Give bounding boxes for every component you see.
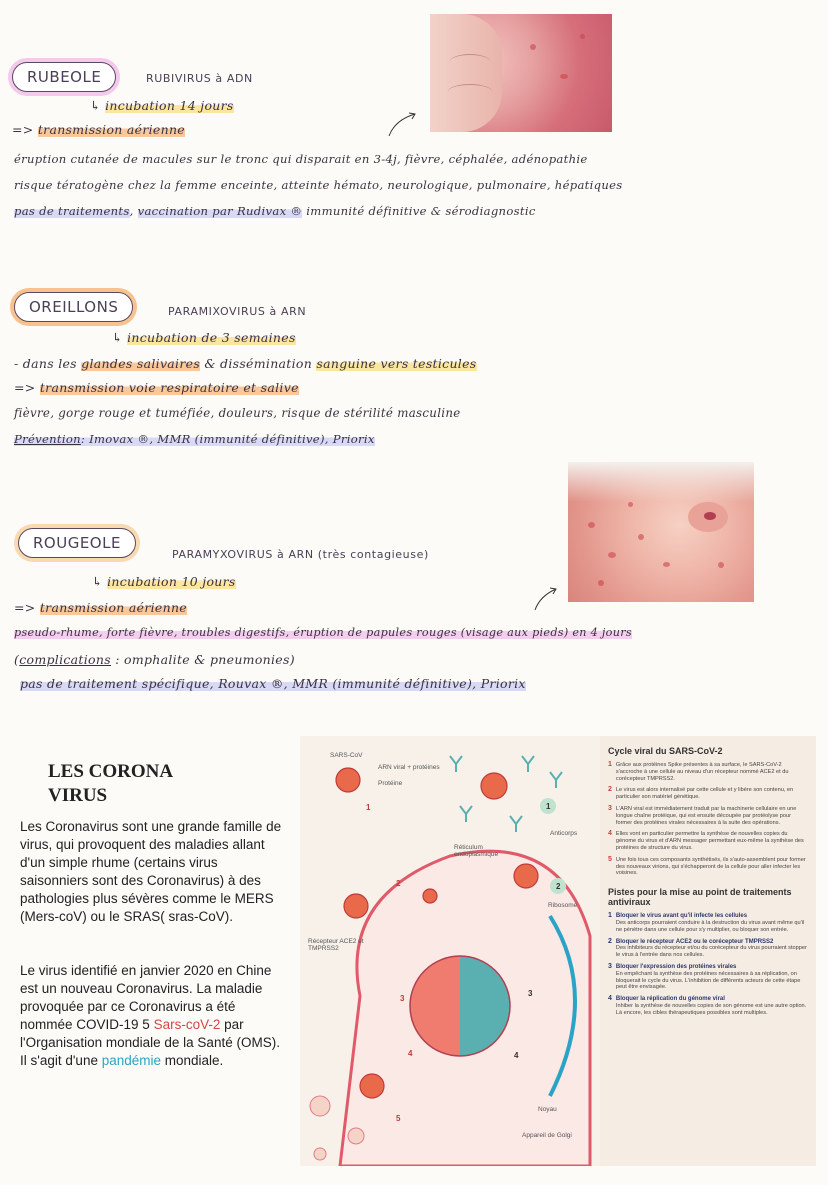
- rougeole-line2: [14, 652, 295, 667]
- rubeole-transmission-text: transmission aérienne: [37, 122, 186, 137]
- corona-p3-a: Il s'agit d'une: [20, 1053, 102, 1068]
- corona-title: LES CORONA VIRUS: [48, 761, 174, 806]
- cycle-step: [608, 831, 808, 851]
- piste-title: Bloquer le récepteur ACE2 ou le corécepteur TMPRSS2: [615, 938, 774, 945]
- svg-text:2: 2: [396, 879, 401, 888]
- sars-cov-2-term: Sars-coV-2: [153, 1017, 221, 1032]
- implies-arrow: =>: [12, 122, 34, 137]
- svg-text:1: 1: [366, 803, 371, 812]
- cycle-step: [608, 857, 808, 877]
- rougeole-line1: pseudo-rhume, forte fièvre, troubles digestifs, éruption de papules rouges (visage aux pieds) en 4 jours: [14, 626, 632, 639]
- rougeole-incubation-text: incubation 10 jours: [107, 574, 236, 589]
- rubeole-vaccine: vaccination par Rudivax ®: [137, 204, 303, 218]
- svg-text:4: 4: [408, 1049, 413, 1058]
- svg-text:2: 2: [556, 882, 561, 891]
- rougeole-incubation: [92, 574, 236, 589]
- rubeole-photo: [430, 14, 612, 132]
- complications-label: complications: [19, 652, 111, 667]
- piste-item: [608, 996, 808, 1016]
- rubeole-tag: RUBEOLE: [12, 62, 116, 92]
- rougeole-transmission-text: transmission aérienne: [39, 600, 188, 615]
- label-golgi: Appareil de Golgi: [522, 1132, 572, 1139]
- svg-text:4: 4: [514, 1051, 519, 1060]
- corona-paragraph-2: [20, 962, 282, 1070]
- rubeole-line1: éruption cutanée de macules sur le tronc qui disparait en 3-4j, fièvre, céphalée, adénopathie: [14, 152, 588, 166]
- oreillons-transmission: [14, 380, 299, 395]
- corona-p2-a: Le virus identifié en janvier 2020 en Chine est un nouveau Coronavirus. La maladie provoquée par ce Coronavirus a été nommée COVID-19 5: [20, 963, 272, 1032]
- piste-item: [608, 964, 808, 991]
- piste-item: [608, 939, 808, 959]
- pointer-arrow-icon: [385, 110, 425, 140]
- piste-text: En empêchant la synthèse des protéines nécessaires à sa réplication, on bloquerait le cycle du virus. L'inhibition de différents acteurs de cette étape peut être envisagée.: [615, 970, 801, 991]
- rubeole-line2: risque tératogène chez la femme enceinte, atteinte hémato, neurologique, pulmonaire, hépatiques: [14, 178, 623, 192]
- paren-open: (: [14, 652, 20, 667]
- svg-text:3: 3: [528, 989, 533, 998]
- label-proteine: Protéine: [378, 780, 403, 787]
- piste-item: [608, 913, 808, 933]
- piste-number: 2: [608, 937, 612, 945]
- rubeole-immunity: immunité définitive & sérodiagnostic: [306, 204, 536, 218]
- label-sars-cov: SARS-CoV: [330, 752, 363, 759]
- cycle-step-text: Grâce aux protéines Spike présentes à sa surface, le SARS-CoV-2 s'accroche à une cellule au niveau d'un récepteur nommé ACE2 et du corécepteur TMPRSS2.: [615, 762, 789, 782]
- oreillons-prevention: [14, 432, 375, 446]
- cycle-step-text: Elles vont en particulier permettre la synthèse de nouvelles copies du génome du virus et d'ARN messager permettant eux-même la synthèse des protéines de structure du virus.: [615, 831, 804, 851]
- cycle-step-number: 2: [608, 786, 612, 794]
- oreillons-line1-a: - dans les: [14, 356, 77, 371]
- implies-arrow: =>: [14, 380, 36, 395]
- cycle-step: [608, 787, 808, 801]
- complications-text: : omphalite & pneumonies): [115, 652, 295, 667]
- piste-number: 1: [608, 912, 612, 920]
- cycle-steps-list: [608, 762, 808, 877]
- piste-text: Des anticorps pourraient conduire à la destruction du virus avant même qu'il ne pénètre dans une cellule pour s'y multiplier, ou bloquer son entrée.: [615, 919, 805, 933]
- rubeole-virus: RUBIVIRUS à ADN: [146, 72, 253, 85]
- rougeole-tag: ROUGEOLE: [18, 528, 136, 558]
- label-anticorps: Anticorps: [550, 830, 578, 837]
- rougeole-virus: [172, 548, 429, 561]
- rougeole-virus-name: PARAMYXOVIRUS à ARN: [172, 548, 314, 561]
- corona-p3-b: mondiale.: [161, 1053, 224, 1068]
- cycle-step: [608, 762, 808, 782]
- piste-number: 4: [608, 995, 612, 1003]
- piste-text: Des inhibiteurs du récepteur et/ou du corécepteur du virus pourraient stopper le virus à l'entrée dans nos cellules.: [615, 945, 807, 959]
- oreillons-line1: [14, 356, 477, 371]
- label-arn: ARN viral + protéines: [378, 764, 440, 771]
- svg-text:5: 5: [396, 1114, 401, 1123]
- arrow-icon: ↳: [92, 574, 108, 589]
- oreillons-tag: OREILLONS: [14, 292, 133, 322]
- oreillons-transmission-text: transmission voie respiratoire et salive: [39, 380, 299, 395]
- label-noyau: Noyau: [538, 1106, 557, 1113]
- prevention-label: Prévention: [14, 432, 81, 446]
- cycle-step-number: 1: [608, 761, 612, 768]
- cycle-title: Cycle viral du SARS-CoV-2: [608, 746, 723, 756]
- rougeole-vaccine: , Rouvax ®, MMR (immunité définitive), Priorix: [209, 676, 526, 691]
- implies-arrow: =>: [14, 600, 36, 615]
- pointer-arrow-icon: [532, 584, 562, 614]
- pistes-title: Pistes pour la mise au point de traitements antiviraux: [608, 887, 792, 908]
- corona-p2-b: par l'Organisation mondiale de la Santé (OMS).: [20, 1017, 280, 1050]
- piste-title: Bloquer la réplication du génome viral: [615, 996, 725, 1003]
- piste-title: Bloquer l'expression des protéines virales: [615, 963, 737, 970]
- pandemie-term: pandémie: [101, 1053, 162, 1068]
- rougeole-photo: [568, 462, 754, 602]
- piste-number: 3: [608, 962, 612, 970]
- rougeole-transmission: [14, 600, 187, 615]
- corona-paragraph-1: Les Coronavirus sont une grande famille de virus, qui provoquent des maladies allant d'un simple rhume (certains virus saisonniers sont des Coronavirus) à des pathologies plus sévères comme le MERS (Mers-coV) ou le SRAS( sras-CoV).: [20, 819, 282, 924]
- sars-cov-2-diagram: [300, 736, 816, 1166]
- rubeole-transmission: [12, 122, 185, 137]
- rubeole-treatment: pas de traitements: [14, 204, 130, 218]
- prevention-text: : Imovax ®, MMR (immunité définitive), Priorix: [80, 432, 375, 446]
- cycle-step: [608, 806, 808, 826]
- cycle-step-number: 4: [608, 830, 612, 838]
- rubeole-incubation: [90, 98, 234, 113]
- oreillons-incubation-text: incubation de 3 semaines: [127, 330, 296, 345]
- oreillons-line2: fièvre, gorge rouge et tuméfiée, douleurs, risque de stérilité masculine: [14, 406, 461, 420]
- cycle-step-text: Une fois tous ces composants synthétisés, ils s'auto-assemblent pour former des nouveaux virions, qui s'échapperont de la cellule pour aller infecter les voisines.: [615, 856, 806, 877]
- cycle-step-text: Le virus est alors internalisé par cette cellule et y libère son contenu, en particulier son matériel génétique.: [615, 787, 794, 801]
- cycle-step-number: 3: [608, 804, 612, 812]
- cycle-step-text: L'ARN viral est immédiatement traduit par la machinerie cellulaire en une longue chaîne protéique, qui est ensuite découpée par protéolyse pour former des protéines virales nécessaires à la suite des opérations.: [615, 805, 797, 826]
- oreillons-line1-c: & dissémination: [204, 356, 313, 371]
- rougeole-virus-note: (très contagieuse): [317, 548, 429, 561]
- diagram-side-panel: [600, 736, 816, 1166]
- oreillons-incubation: [112, 330, 296, 345]
- pistes-list: [608, 913, 808, 1016]
- label-recepteur: Récepteur ACE2 et TMPRSS2: [308, 938, 364, 952]
- label-reticulum: Réticulum endoplasmique: [454, 844, 499, 858]
- piste-text: Inhiber la synthèse de nouvelles copies de son génome est une autre option. Là encore, les cibles thérapeutiques possibles sont multiples.: [615, 1002, 807, 1016]
- rubeole-incubation-text: incubation 14 jours: [105, 98, 234, 113]
- oreillons-testicules: sanguine vers testicules: [316, 356, 477, 371]
- oreillons-glands: glandes salivaires: [81, 356, 201, 371]
- svg-text:1: 1: [546, 802, 551, 811]
- arrow-icon: ↳: [112, 330, 128, 345]
- rubeole-line3: pas de traitements, vaccination par Rudivax ® immunité définitive & sérodiagnostic: [14, 204, 536, 218]
- rougeole-line3: [20, 676, 526, 691]
- rougeole-treatment: pas de traitement spécifique: [20, 676, 210, 691]
- label-ribosome: Ribosome: [548, 902, 578, 909]
- oreillons-virus: PARAMIXOVIRUS à ARN: [168, 305, 307, 318]
- svg-text:3: 3: [400, 994, 405, 1003]
- piste-title: Bloquer le virus avant qu'il infecte les cellules: [615, 913, 748, 920]
- cycle-step-number: 5: [608, 855, 612, 863]
- arrow-icon: ↳: [90, 98, 106, 113]
